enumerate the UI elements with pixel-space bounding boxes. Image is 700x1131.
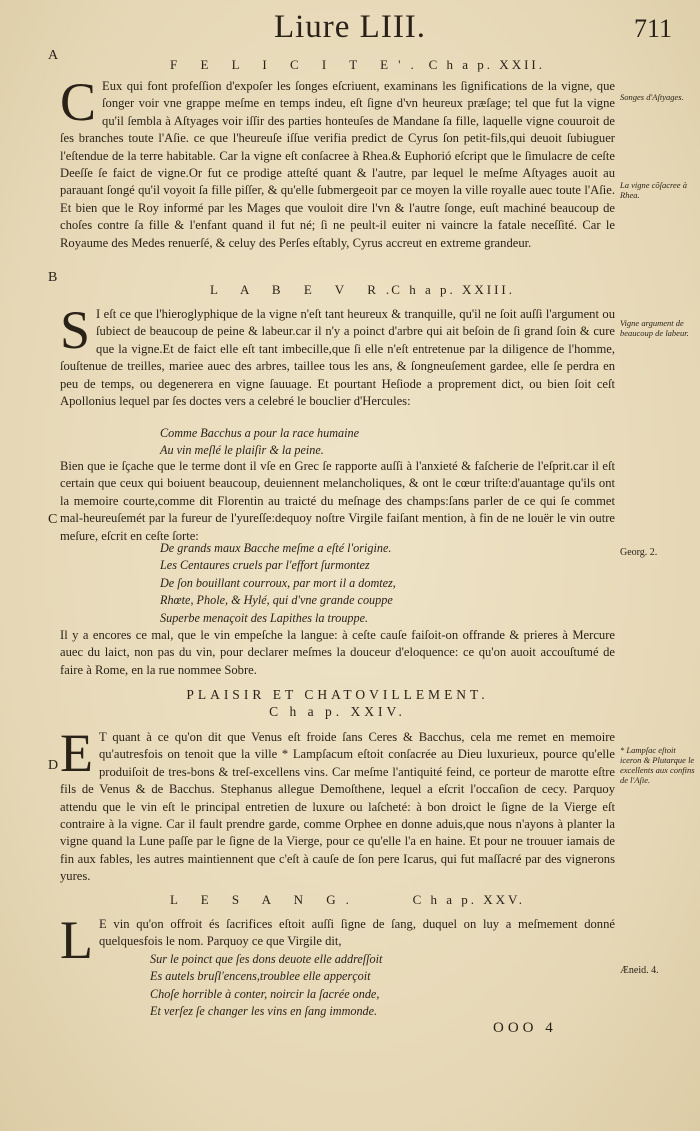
chapter-title: F E L I C I T E'. (170, 57, 424, 72)
page-header (0, 8, 700, 48)
chapter-heading-xxii (60, 57, 615, 77)
verse-line: De grands maux Bacche meſme a eſté l'origine. (160, 541, 392, 555)
verse-line: Au vin meſlé le plaiſir & la peine. (160, 443, 324, 458)
verse-line: Sur le poinct que ſes dons deuote elle addreſſoit (150, 952, 383, 966)
chapter-xxiii-text-3: Il y a encores ce mal, que le vin empeſche la langue: à ceſte cauſe faiſoit-on offrande & prieres à Mercure auec du laict, non pas du vin, pour declarer meſmes la douceur d'eloquence: ce qu'on auoit accouſtumé de faire à Rome, en la rue nommee Sobre. (60, 628, 615, 677)
chapter-heading-xxiv (60, 686, 615, 720)
chapter-xxii-text: C Eux qui font profeſſion d'expoſer les ſonges eſcriuent, examinans les ſignifications de la vigne, que ſonger voir vne grappe meſme en temps indeu, eſt ſigne d'vn heureux præſage; tel que fut la vigne qu'il ſembla à Aſtyages voir iſſir des parties honteuſes de Mandane ſa fille, laquelle vigne couuroit de ſes branches toute l'Aſie. ce que l'heureuſe iſſue verifia predict de Cyrus ſon petit-fils,qui deuoit ſubiuguer l'eſtendue de la terre habitable. Car la vigne eſt conſacree à Rhea.& Euphorió eſcript que le ſimulacre de ceſte Deeſſe ſe faict de vigne.Or fut ce prodige atteſté quant & l'autre, par lequel le meſme Aſtyages auoit au parauant ſongé qu'il voyoit ſa fille piſſer, & qu'elle ſubmergeoit par ce moyen la ville royalle auec toute l'Aſie. Et bien que le Roy informé par les Mages que vouloit dire l'vn & l'autre ſonge, euſt machiné beaucoup de choſes contre ſa fille & l'enfant quand il fut né; ſi ne peult-il euiter ni vaincre la fatale neceſſité. Car le Royaume des Medes renuerſé, & celuy des Perſes eſtably, Cyrus accreut en extreme grandeur. (60, 72, 615, 250)
chapter-title: L A B E V R. (210, 282, 400, 297)
chapter-number: C h a p. XXII. (428, 57, 545, 72)
margin-note-aeneid: Æneid. 4. (620, 965, 659, 976)
drop-cap: E (60, 723, 93, 783)
verse-virgil-georgics (160, 540, 580, 627)
verse-virgil-aeneid (150, 951, 570, 1021)
verse-line: Superbe menaçoit des Lapithes la trouppe. (160, 610, 369, 625)
signature-letter-a: A (48, 48, 59, 63)
drop-cap: S (60, 300, 91, 360)
chapter-xxv-text: L E vin qu'on offroit és ſacrifices eſtoit auſſi ſigne de ſang, duquel on luy a meſmement donné quelquesfois le nom. Parquoy ce que Virgile dit, (60, 910, 615, 970)
verse-line: Choſe horrible à conter, noircir la ſacrée onde, (150, 986, 380, 1001)
drop-cap: L (60, 910, 93, 970)
chapter-number: C h a p. XXIII. (391, 282, 515, 297)
margin-note-songes: Songes d'Aſtyages. (620, 92, 684, 102)
margin-note-georgics: Georg. 2. (620, 547, 658, 558)
verse-line: Et verſez ſe changer les vins en ſang immonde. (150, 1004, 378, 1019)
chapter-title: PLAISIR ET CHATOVILLEMENT. (186, 687, 489, 702)
drop-cap: C (60, 72, 97, 132)
chapter-number: C h a p. XXIV. (269, 704, 406, 719)
chapter-title: L E S A N G. (170, 892, 359, 907)
chapter-xxiv-text: E T quant à ce qu'on dit que Venus eſt froide ſans Ceres & Bacchus, cela me remet en memoire qu'autresfois on tenoit que la ville * Lampſacum eſtoit conſacrée au Dieu luxurieux, pource qu'elle produiſoit de tres-bons & treſ-excellens vins. Car meſme l'antiquité feind, ce porteur de marotte eſtre fils de Venus & de Bacchus. Stephanus allegue Demoſthene, lequel a eſcrit l'occaſion de cecy. Parquoy attendu que le vin eſt le principal entretien de luxure ou laſcheté: à bon droict le ſigne de la Vierge eſt contraire à la vigne. Car il fault prendre garde, comme Orphee en donne aduis,que nous n'ayons à planter la vigne quand la Lune paſſe par le ſigne de la Vierge, pour ce qu'elle l'a en haine. Et pour ne trouuer iamais de fin aux fables, les autres maintiennent que c'eſt à cauſe de ſon pere Icarus, qui fut maſſacré par des vignerons yures. (60, 723, 615, 884)
margin-note-labeur: Vigne argument de beaucoup de labeur. (620, 318, 689, 338)
running-title: Liure LIII. (273, 9, 427, 45)
chapter-xxiii-text-2: Bien que ie ſçache que le terme dont il vſe en Grec ſe rapporte auſſi à l'anxieté & faſcherie de l'eſprit.car il eſt certain que ceux qui boiuent beaucoup, deuiennent melancholiques, & ont le cœur triſte:d'auantage qu'ils ont la memoire courte,comme dit Florentin au traicté du meſnage des champs:ſans parler de ce qui ſe commet mal-heureuſemét par la fureur de l'yureſſe:dequoy noſtre Virgile faiſant mention, à fin de ne louër le vin outre meſure, eſcrit en ceſte ſorte: (60, 459, 615, 543)
verse-hesiod (160, 425, 580, 460)
chapter-heading-xxv (60, 892, 615, 912)
chapter-number: C h a p. XXV. (412, 892, 525, 907)
chapter-xxiii-text: S I eſt ce que l'hieroglyphique de la vigne n'eſt tant heureux & tranquille, qu'il ne ſoit auſſi l'argument ou ſubiect de beaucoup de peine & labeur.car il n'y a poinct d'arbre qui ait beſoin de ſi grand ſoin & cure que la vigne.Et de faict elle eſt tant imbecille,que ſi elle n'eſt entretenue par la diligence de l'homme, ſouſtenue de treilles, mariee auec des arbres, taillee tous les ans, & ſongneuſement gardee, elle ſe perdra en peu de temps, ou degenerera en vigne ſauuage. Et pourtant Heſiode a proprement dict, ou bien ſoit ceſt Apollonius lequel par ſes doctes vers a celebré le bouclier d'Hercules: (60, 300, 615, 409)
chapter-heading-xxiii (60, 282, 615, 302)
signature-letter-d: D (48, 758, 59, 773)
verse-line: Les Centaures cruels par l'effort ſurmontez (160, 558, 370, 573)
signature-letter-b: B (48, 270, 58, 285)
verse-line: Es autels bruſl'encens,troublee elle apperçoit (150, 969, 371, 984)
verse-line: De ſon bouillant courroux, par mort il a domtez, (160, 575, 396, 590)
margin-note-rhea: La vigne cõſacree à Rhea. (620, 180, 687, 200)
verse-line: Rhœte, Phole, & Hylé, qui d'vne grande couppe (160, 593, 393, 608)
signature-letter-c: C (48, 512, 58, 527)
footer-signature: OOO 4 (493, 1020, 557, 1036)
verse-line: Comme Bacchus a pour la race humaine (160, 426, 360, 440)
margin-note-lampsac: * Lampſac eſtoit iceron & Plutarque le excellents aux confins de l'Aſie. (620, 745, 695, 785)
page-number: 711 (633, 14, 672, 43)
